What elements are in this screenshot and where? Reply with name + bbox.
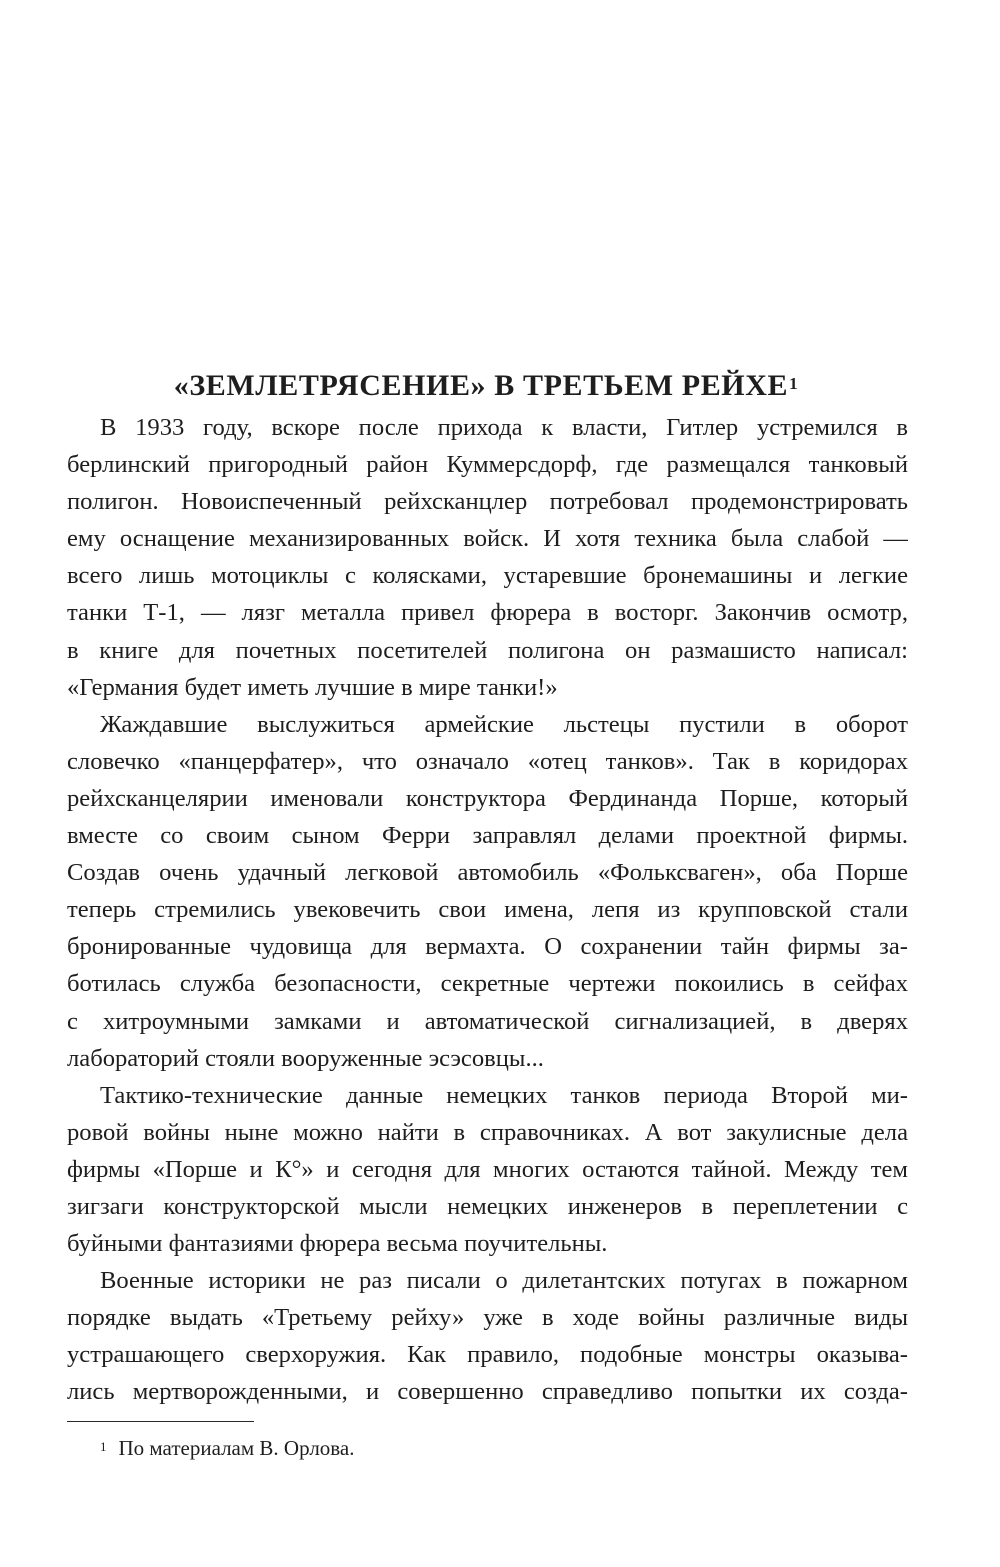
text-line: с хитроумными замками и автоматической сигнализацией, в дверях [67,1007,908,1035]
text-line: танки Т-1, — лязг металла привел фюрера в восторг. Закончив осмотр, [67,599,908,627]
text-line: порядке выдать «Третьему рейху» уже в ходе войны различные виды [67,1304,908,1332]
footnote-separator [67,1421,254,1422]
text-line: берлинский пригородный район Куммерсдорф, где размещался танковый [67,451,908,479]
text-line: зигзаги конструкторской мысли немецких инженеров в переплетении с [67,1192,908,1220]
footnote-text: По материалам В. Орлова. [118,1436,355,1460]
text-line: лабораторий стояли вооруженные эсэсовцы... [67,1044,544,1072]
paragraph [67,1077,908,1262]
text-line: ровой войны ныне можно найти в справочниках. А вот закулисные дела [67,1118,908,1146]
paragraph [67,1262,908,1410]
paragraph [67,409,908,706]
text-line: Тактико-технические данные немецких танков периода Второй ми- [100,1081,908,1109]
chapter-title [66,366,906,406]
text-line: буйными фантазиями фюрера весьма поучительны. [67,1230,608,1258]
text-line: теперь стремились увековечить свои имена, лепя из крупповской стали [67,896,908,924]
footnote-marker: 1 [100,1439,107,1454]
chapter-title-text: «ЗЕМЛЕТРЯСЕНИЕ» В ТРЕТЬЕМ РЕЙХЕ [173,369,789,403]
text-line: всего лишь мотоциклы с колясками, устаревшие бронемашины и легкие [67,562,908,590]
text-line: В 1933 году, вскоре после прихода к власти, Гитлер устремился в [100,414,908,441]
text-line: устрашающего сверхоружия. Как правило, подобные монстры оказыва- [67,1341,908,1369]
footnote [100,1434,355,1462]
text-line: рейхсканцелярии именовали конструктора Фердинанда Порше, который [67,784,908,812]
text-line: Военные историки не раз писали о дилетантских потугах в пожарном [100,1267,908,1295]
body-text [67,409,908,1411]
text-line: словечко «панцерфатер», что означало «отец танков». Так в коридорах [67,747,908,775]
text-line: ботилась служба безопасности, секретные чертежи покоились в сейфах [67,970,908,998]
paragraph [67,706,908,1077]
text-line: Создав очень удачный легковой автомобиль «Фольксваген», оба Порше [67,859,908,887]
text-line: бронированные чудовища для вермахта. О сохранении тайн фирмы за- [67,933,908,961]
text-line: фирмы «Порше и К°» и сегодня для многих остаются тайной. Между тем [67,1155,908,1183]
text-line: полигон. Новоиспеченный рейхсканцлер потребовал продемонстрировать [67,488,908,516]
text-line: в книге для почетных посетителей полигона он размашисто написал: [67,636,908,664]
text-line: вместе со своим сыном Ферри заправлял делами проектной фирмы. [67,822,908,850]
text-line: Жаждавшие выслужиться армейские льстецы пустили в оборот [100,710,908,738]
text-line: лись мертворожденными, и совершенно справедливо попытки их созда- [67,1378,908,1406]
footnote-reference: 1 [789,374,799,394]
text-line: «Германия будет иметь лучшие в мире танки!» [67,673,558,701]
text-line: ему оснащение механизированных войск. И хотя техника была слабой — [67,525,908,553]
